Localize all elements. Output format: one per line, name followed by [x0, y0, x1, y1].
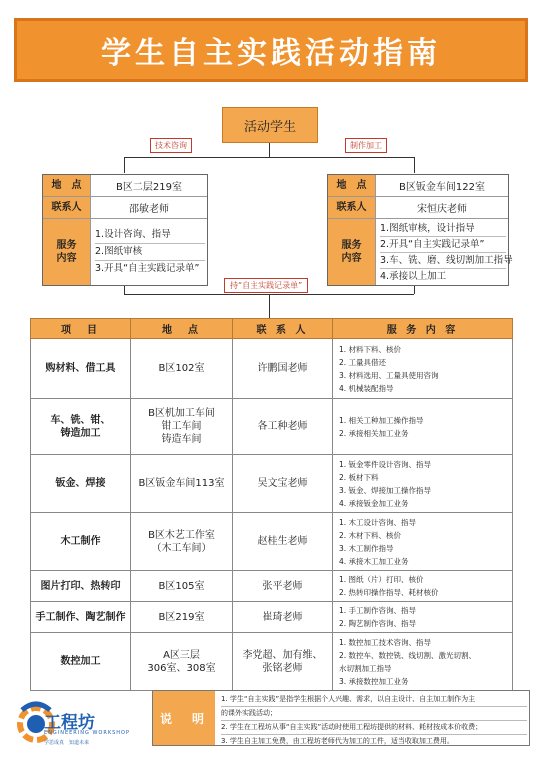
logo-subtitle: ENGINEERING WORKSHOP [44, 730, 130, 736]
item-cell: 数控加工 [31, 633, 131, 691]
location-key: 地 点 [328, 175, 376, 196]
service-cell [333, 513, 513, 571]
notes-box [152, 690, 530, 746]
list-item: 2.图纸审核 [95, 244, 205, 261]
tag-fabrication: 制作加工 [345, 138, 387, 153]
location-value: B区钣金车间122室 [399, 182, 485, 193]
contact-key: 联系人 [328, 197, 376, 218]
service-list [380, 219, 513, 285]
location-cell: A区三层 306室、308室 [131, 633, 233, 691]
location-row [328, 175, 508, 197]
item-cell: 图片打印、热转印 [31, 571, 131, 602]
contact-cell: 吴文宝老师 [233, 455, 333, 513]
service-line: 水切割加工指导 [339, 663, 392, 673]
list-item: 3.开具“自主实践记录单” [95, 263, 200, 274]
flow-line [124, 286, 125, 294]
note-item: 的课外实践活动； [221, 707, 527, 721]
service-line: 1. 数控加工技术咨询、指导 [339, 637, 432, 647]
service-line: 2. 数控车、数控铣、线切割、激光切割、 [339, 650, 477, 660]
service-line: 3. 材料选用、工量具使用咨询 [339, 370, 439, 380]
location-cell: B区105室 [131, 571, 233, 602]
service-line: 1. 木工设计咨询、指导 [339, 517, 417, 527]
tag-tech-consult: 技术咨询 [150, 138, 192, 153]
location-cell: B区木艺工作室 （木工车间） [131, 513, 233, 571]
service-line: 1. 材料下料、核价 [339, 344, 402, 354]
service-line: 2. 陶艺制作咨询、指导 [339, 619, 417, 628]
service-key: 服务 内容 [328, 219, 376, 285]
location-cell: B区102室 [131, 339, 233, 399]
item-cell: 木工制作 [31, 513, 131, 571]
flow-line [124, 157, 414, 158]
table-row [31, 399, 513, 455]
table-row [31, 455, 513, 513]
location-value: B区二层219室 [116, 182, 182, 193]
service-table [30, 318, 512, 691]
note-item: 2. 学生在工程坊从事“自主实践”活动时使用工程坊提供的材料、耗材按成本价收费； [221, 721, 527, 735]
location-key: 地 点 [43, 175, 91, 196]
table-row [31, 339, 513, 399]
flow-line [414, 286, 415, 294]
table-row [31, 602, 513, 633]
contact-cell: 崔琦老师 [233, 602, 333, 633]
location-row [43, 175, 207, 197]
notes-label: 说 明 [153, 691, 215, 745]
list-item: 1.图纸审核，设计指导 [380, 221, 506, 237]
logo-name: 工程坊 [44, 713, 95, 733]
title-banner [14, 18, 528, 82]
tag-record-sheet: 持“自主实践记录单” [224, 278, 308, 293]
service-line: 1. 相关工种加工操作指导 [339, 415, 424, 425]
list-item: 1.设计咨询、指导 [95, 227, 205, 244]
service-row [43, 219, 207, 285]
contact-value: 宋恒庆老师 [417, 204, 467, 215]
table-row [31, 633, 513, 691]
contact-row [328, 197, 508, 219]
service-cell [333, 602, 513, 633]
flow-line [269, 143, 270, 157]
contact-cell: 张平老师 [233, 571, 333, 602]
service-line: 2. 工量具借还 [339, 357, 387, 367]
table-header-row [31, 319, 513, 339]
service-line: 1. 手工制作咨询、指导 [339, 606, 417, 615]
column-header: 服 务 内 容 [333, 319, 513, 339]
service-line: 4. 承接木工加工业务 [339, 556, 409, 566]
service-line: 1. 钣金零件设计咨询、指导 [339, 459, 432, 469]
flow-line [269, 294, 270, 318]
service-line: 4. 承接钣金加工业务 [339, 498, 409, 508]
item-cell: 车、铣、钳、 铸造加工 [31, 399, 131, 455]
service-cell [333, 339, 513, 399]
location-cell: B区219室 [131, 602, 233, 633]
column-header: 项 目 [31, 319, 131, 339]
consult-info-box [42, 174, 208, 286]
service-line: 1. 图纸（片）打印、核价 [339, 575, 424, 584]
table-row [31, 513, 513, 571]
list-item: 2.开具“自主实践记录单” [380, 237, 506, 253]
location-cell: B区钣金车间113室 [131, 455, 233, 513]
start-node: 活动学生 [222, 107, 318, 143]
notes-list [221, 693, 527, 743]
service-list [95, 219, 205, 285]
service-line: 3. 木工制作指导 [339, 543, 394, 553]
service-line: 2. 热转印操作指导、耗材核价 [339, 588, 439, 597]
flow-line [414, 157, 415, 173]
item-cell: 购材料、借工具 [31, 339, 131, 399]
service-line: 2. 板材下料 [339, 472, 379, 482]
column-header: 地 点 [131, 319, 233, 339]
item-cell: 钣金、焊接 [31, 455, 131, 513]
service-line: 3. 承接数控加工业务 [339, 676, 409, 686]
list-item: 3.车、铣、磨、线切割加工指导 [380, 253, 506, 269]
contact-value: 邵敏老师 [129, 204, 169, 215]
note-item: 3. 学生自主加工免费，由工程坊老师代为加工的工件，适当收取加工费用。 [221, 737, 454, 745]
service-cell [333, 455, 513, 513]
column-header: 联 系 人 [233, 319, 333, 339]
item-cell: 手工制作、陶艺制作 [31, 602, 131, 633]
contact-cell: 李党超、加有维、 张铭老师 [233, 633, 333, 691]
list-item: 4.承接以上加工 [380, 270, 447, 282]
service-cell [333, 399, 513, 455]
service-line: 2. 木材下料、核价 [339, 530, 402, 540]
fabrication-info-box [327, 174, 513, 286]
service-cell [333, 633, 513, 691]
service-row [328, 219, 513, 285]
service-line: 2. 承接相关加工业务 [339, 428, 409, 438]
logo-slogan: 学思成真 知道未来 [44, 740, 90, 746]
flow-line [124, 157, 125, 173]
note-item: 1. 学生“自主实践”是指学生根据个人兴趣、需求，以自主设计、自主加工制作为主 [221, 693, 527, 707]
service-cell [333, 571, 513, 602]
service-line: 4. 机械装配指导 [339, 383, 394, 393]
service-key: 服务 内容 [43, 219, 91, 285]
contact-row [43, 197, 207, 219]
page-title: 学生自主实践活动指南 [101, 36, 441, 71]
contact-cell: 许鹏国老师 [233, 339, 333, 399]
location-cell: B区机加工车间 钳工车间 铸造车间 [131, 399, 233, 455]
contact-cell: 赵桂生老师 [233, 513, 333, 571]
table-row [31, 571, 513, 602]
service-line: 3. 钣金、焊接加工操作指导 [339, 485, 432, 495]
contact-cell: 各工种老师 [233, 399, 333, 455]
contact-key: 联系人 [43, 197, 91, 218]
